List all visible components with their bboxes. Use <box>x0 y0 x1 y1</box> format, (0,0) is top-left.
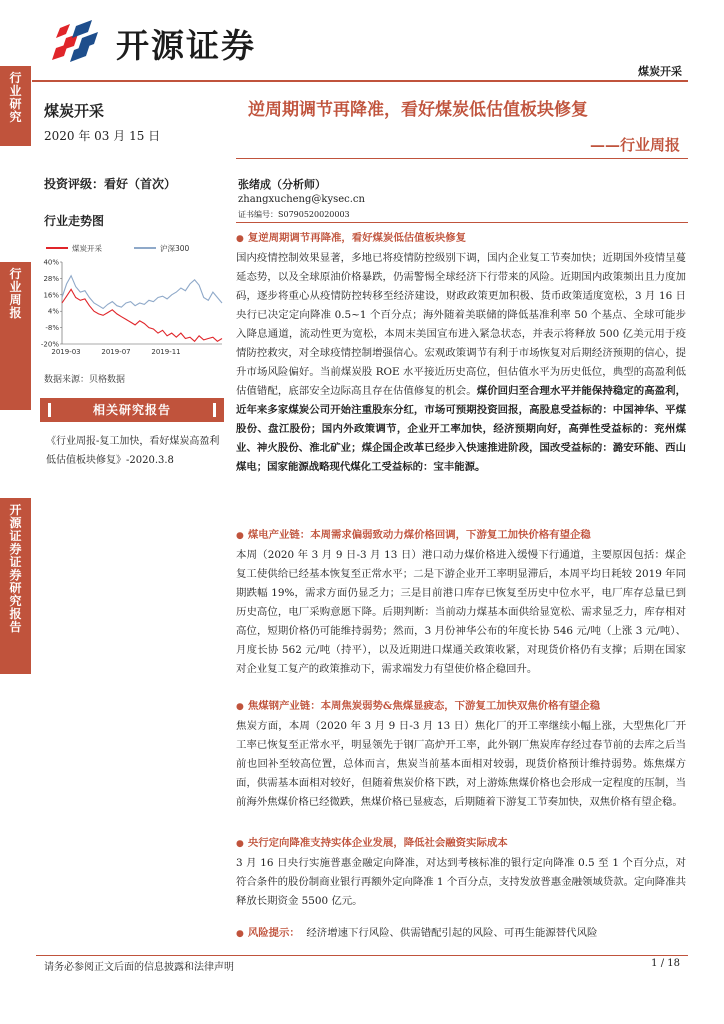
legend-label: 沪深300 <box>160 244 190 253</box>
section-body: 3 月 16 日央行实施普惠金融定向降准，对达到考核标准的银行定向降准 0.5 至 1 个百分点，对符合条件的股份制商业银行再额外定向降准 1 个百分点，支持发放普惠金融领域贷款。定向降准共释放长期资金 5500 亿元。 <box>236 857 686 907</box>
kaiyuan-logo-icon <box>52 18 110 68</box>
y-tick-label: 16% <box>43 291 59 300</box>
x-tick-label: 2019-11 <box>151 348 181 356</box>
section-heading: 央行定向降准支持实体企业发展，降低社会融资实际成本 <box>247 837 508 849</box>
page-number: 1 / 18 <box>651 958 680 969</box>
bullet-icon: ● <box>236 839 244 849</box>
report-title: 逆周期调节再降准，看好煤炭低估值板块修复 <box>248 100 588 120</box>
investment-rating: 投资评级：看好（首次） <box>44 177 177 191</box>
section-coal-power <box>236 526 686 679</box>
footer-disclaimer[interactable]: 请务必参阅正文后面的信息披露和法律声明 <box>44 962 234 973</box>
related-research-item[interactable]: 《行业周报-复工加快，看好煤炭高盈利低估值板块修复》-2020.3.8 <box>46 436 220 466</box>
section-central-bank <box>236 834 686 911</box>
section-heading: 煤电产业链：本周需求偏弱致动力煤价格回调，下游复工加快价格有望企稳 <box>247 529 591 541</box>
section-body: 国内疫情控制效果显著，多地已将疫情防控级别下调，国内企业复工节奏加快；近期国外疫情呈蔓延态势，以及全球原油价格暴跌，仍需警惕全球经济下行带来的风险。近期国内政策频出且力度加码，逐步将重心从疫情防控转移至经济建设，财政政策更加积极、货币政策适度宽松，3 月 16 日央行已决定定向降准 0.5~1 个百分点；海外随着美联储的降低基准利率 50 个基点、全球可能步入降息通道，流动性更为宽松，本周末美国宣布进入紧急状态，并表示将释放 500 亿美元用于疫情防控救灾，对全球疫情控制增强信心。宏观政策调节有利于市场恢复对后期经济预期的信心，提升市场风险偏好。当前煤炭股 ROE 水平接近历史高位，但估值水平为历史低位，典型的高盈利低估值错配，底部安全边际高且存在估值修复的机会。 <box>236 252 686 397</box>
company-name: 开源证券 <box>116 25 256 65</box>
x-tick-label: 2019-07 <box>101 348 131 356</box>
report-subtitle: ——行业周报 <box>589 136 680 154</box>
section-body: 焦炭方面，本周（2020 年 3 月 9 日-3 月 13 日）焦化厂的开工率继续小幅上涨，大型焦化厂开工率已恢复至正常水平，明显领先于钢厂高炉开工率，此外钢厂焦炭库存经过春节前的去库之后当前也回补至较高位置，总体而言，焦炭当前基本面相对较弱，现货价格预计维持弱势。炼焦煤方面，供需基本面相对较好，但随着焦炭价格下跌，对上游炼焦煤价格也会形成一定程度的压制，当前海外焦煤价格已经微跌，焦煤价格已显疲态，后期随着下游复工节奏加快，双焦价格有望企稳。 <box>236 720 686 808</box>
header-divider <box>32 80 688 82</box>
section-coking-steel <box>236 697 686 812</box>
y-tick-label: 40% <box>43 258 59 267</box>
footer-divider <box>36 955 688 956</box>
y-tick-label: 28% <box>43 274 59 283</box>
title-divider <box>236 158 688 159</box>
section-heading: 焦煤钢产业链：本周焦炭弱势&焦煤显疲态，下游复工加快双焦价格有望企稳 <box>247 700 601 712</box>
bullet-icon: ● <box>236 531 244 541</box>
side-tab-securities-report <box>0 498 31 674</box>
y-tick-label: 4% <box>47 307 59 316</box>
sector-name: 煤炭开采 <box>44 102 105 120</box>
company-logo <box>52 16 256 70</box>
section-heading: 风险提示： <box>247 927 300 939</box>
side-tab-label: 行业研究 <box>9 71 22 124</box>
series-line <box>62 276 222 309</box>
section-policy <box>236 229 686 477</box>
section-risk <box>236 924 686 944</box>
chart-source: 数据来源：贝格数据 <box>44 375 126 385</box>
industry-trend-chart <box>38 238 226 358</box>
bullet-icon: ● <box>236 234 244 244</box>
series-line <box>62 289 222 341</box>
bullet-icon: ● <box>236 929 244 939</box>
related-research-header: 相关研究报告 <box>40 398 224 422</box>
section-body: 经济增速下行风险、供需错配引起的风险、可再生能源替代风险 <box>306 927 598 939</box>
y-tick-label: -8% <box>45 324 59 333</box>
section-body: 本周（2020 年 3 月 9 日-3 月 13 日）港口动力煤价格进入缓慢下行通道，主要原因包括：煤企复工使供给已经基本恢复至正常水平；二是下游企业开工率明显滞后，本周平均日耗较 2019 年同期跌幅 19%，需求方面仍显乏力；三是目前港口库存已恢复至历史中位水平，电厂库存总量已到历史高位，电厂采购意愿下降。后期判断：当前动力煤基本面供给显宽松、需求显乏力，库存相对高位，短期价格仍可能维持弱势；然而，3 月份神华公布的年度长协 546 元/吨（上涨 3 元/吨）、月度长协 562 元/吨（持平），以及近期进口煤通关政策收紧，对现货价格仍有支撑；后期在国家对企业复工复产的政策推动下，需求端发力有望使价格企稳回升。 <box>236 549 686 675</box>
legend-label: 煤炭开采 <box>72 244 102 253</box>
analyst-email[interactable]: zhangxucheng@kysec.cn <box>238 194 365 205</box>
trend-chart-title: 行业走势图 <box>44 214 105 228</box>
analyst-name: 张绪成（分析师） <box>238 178 326 191</box>
report-date: 2020 年 03 月 15 日 <box>44 129 161 143</box>
analyst-divider <box>236 222 688 223</box>
header-sector-label: 煤炭开采 <box>638 65 682 78</box>
section-heading: 复逆周期调节再降准，看好煤炭低估值板块修复 <box>247 232 467 244</box>
y-tick-label: -20% <box>40 340 59 349</box>
side-tab-label: 行业周报 <box>9 267 22 320</box>
side-tab-industry-research <box>0 66 31 146</box>
section-highlight: 煤价回归至合理水平并能保持稳定的高盈利，近年来多家煤炭公司开始注重股东分红，市场可预期投资回报，高股息受益标的：中国神华、平煤股份、盘江股份；国内外政策调节，企业开工率加快，经济预期向好，高弹性受益标的：兖州煤业、神火股份、淮北矿业；煤企国企改革已经步入快速推进阶段，国改受益标的：潞安环能、西山煤电；国家能源战略现代煤化工受益标的：宝丰能源。 <box>236 385 687 473</box>
x-tick-label: 2019-03 <box>51 348 81 356</box>
side-tab-label: 开源证券 证券研究报告 <box>9 503 22 634</box>
side-tab-weekly <box>0 262 31 410</box>
analyst-cert: 证书编号：S0790520020003 <box>238 210 350 219</box>
bullet-icon: ● <box>236 702 244 712</box>
